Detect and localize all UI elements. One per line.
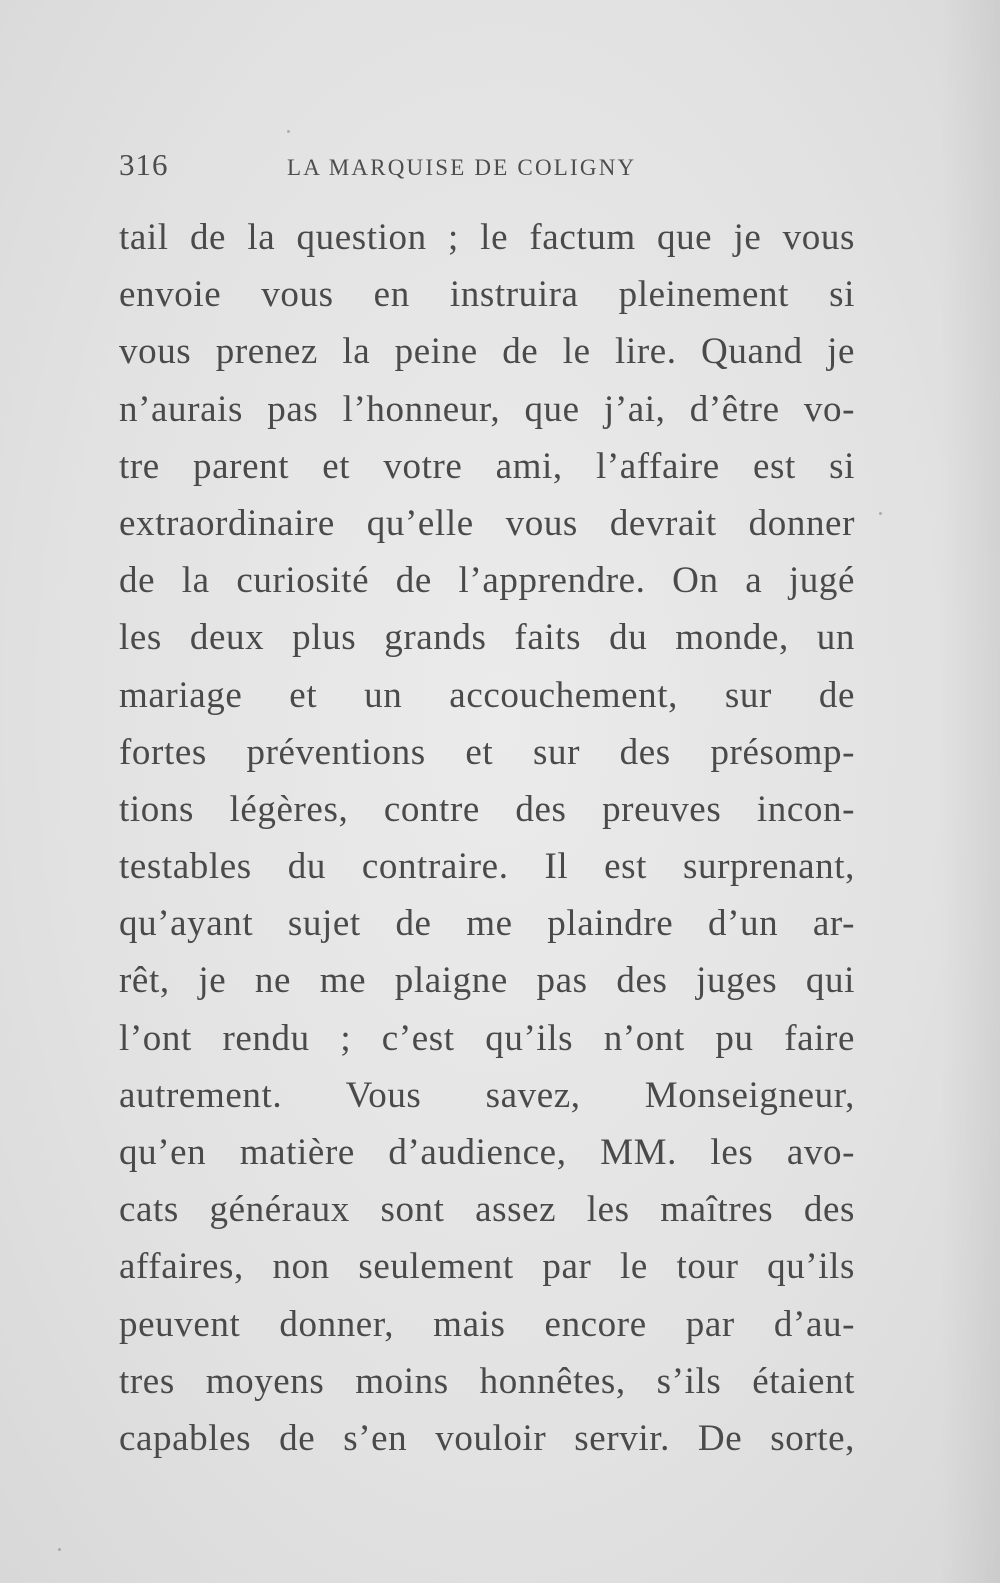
text-line: tres moyens moins honnêtes, s’ils étaient (119, 1360, 855, 1402)
page-edge-shadow (940, 0, 1000, 1583)
text-line: les deux plus grands faits du monde, un (119, 617, 855, 659)
text-line: tre parent et votre ami, l’affaire est si (119, 445, 855, 487)
page-number: 316 (119, 147, 169, 182)
text-line: qu’en matière d’audience, MM. les avo- (119, 1132, 855, 1173)
body-text (119, 209, 855, 1467)
paper-speck (287, 130, 290, 133)
text-line: extraordinaire qu’elle vous devrait donner (119, 502, 855, 544)
text-line: mariage et un accouchement, sur de (119, 674, 855, 716)
text-line: fortes préventions et sur des présomp- (119, 731, 855, 773)
text-line: rêt, je ne me plaigne pas des juges qui (119, 960, 855, 1002)
text-line: vous prenez la peine de le lire. Quand je (119, 331, 855, 373)
text-line: cats généraux sont assez les maîtres des (119, 1189, 855, 1231)
text-line: tail de la question ; le factum que je vous (119, 217, 855, 258)
running-title: LA MARQUISE DE COLIGNY (287, 155, 637, 180)
page-header (119, 142, 859, 188)
paper-speck (879, 512, 882, 515)
text-line: tions légères, contre des preuves incon- (119, 788, 855, 830)
paper-speck (58, 1548, 61, 1551)
text-line: capables de s’en vouloir servir. De sorte, (119, 1417, 855, 1459)
text-line: envoie vous en instruira pleinement si (119, 274, 855, 316)
text-line: affaires, non seulement par le tour qu’ils (119, 1246, 855, 1288)
text-line: peuvent donner, mais encore par d’au- (119, 1303, 855, 1345)
text-line: autrement. Vous savez, Monseigneur, (119, 1074, 855, 1116)
text-line: testables du contraire. Il est surprenant, (119, 846, 855, 888)
text-line: l’ont rendu ; c’est qu’ils n’ont pu faire (119, 1017, 855, 1059)
text-line: n’aurais pas l’honneur, que j’ai, d’être vo- (119, 388, 855, 430)
text-line: de la curiosité de l’apprendre. On a jugé (119, 560, 855, 602)
text-line: qu’ayant sujet de me plaindre d’un ar- (119, 903, 855, 945)
